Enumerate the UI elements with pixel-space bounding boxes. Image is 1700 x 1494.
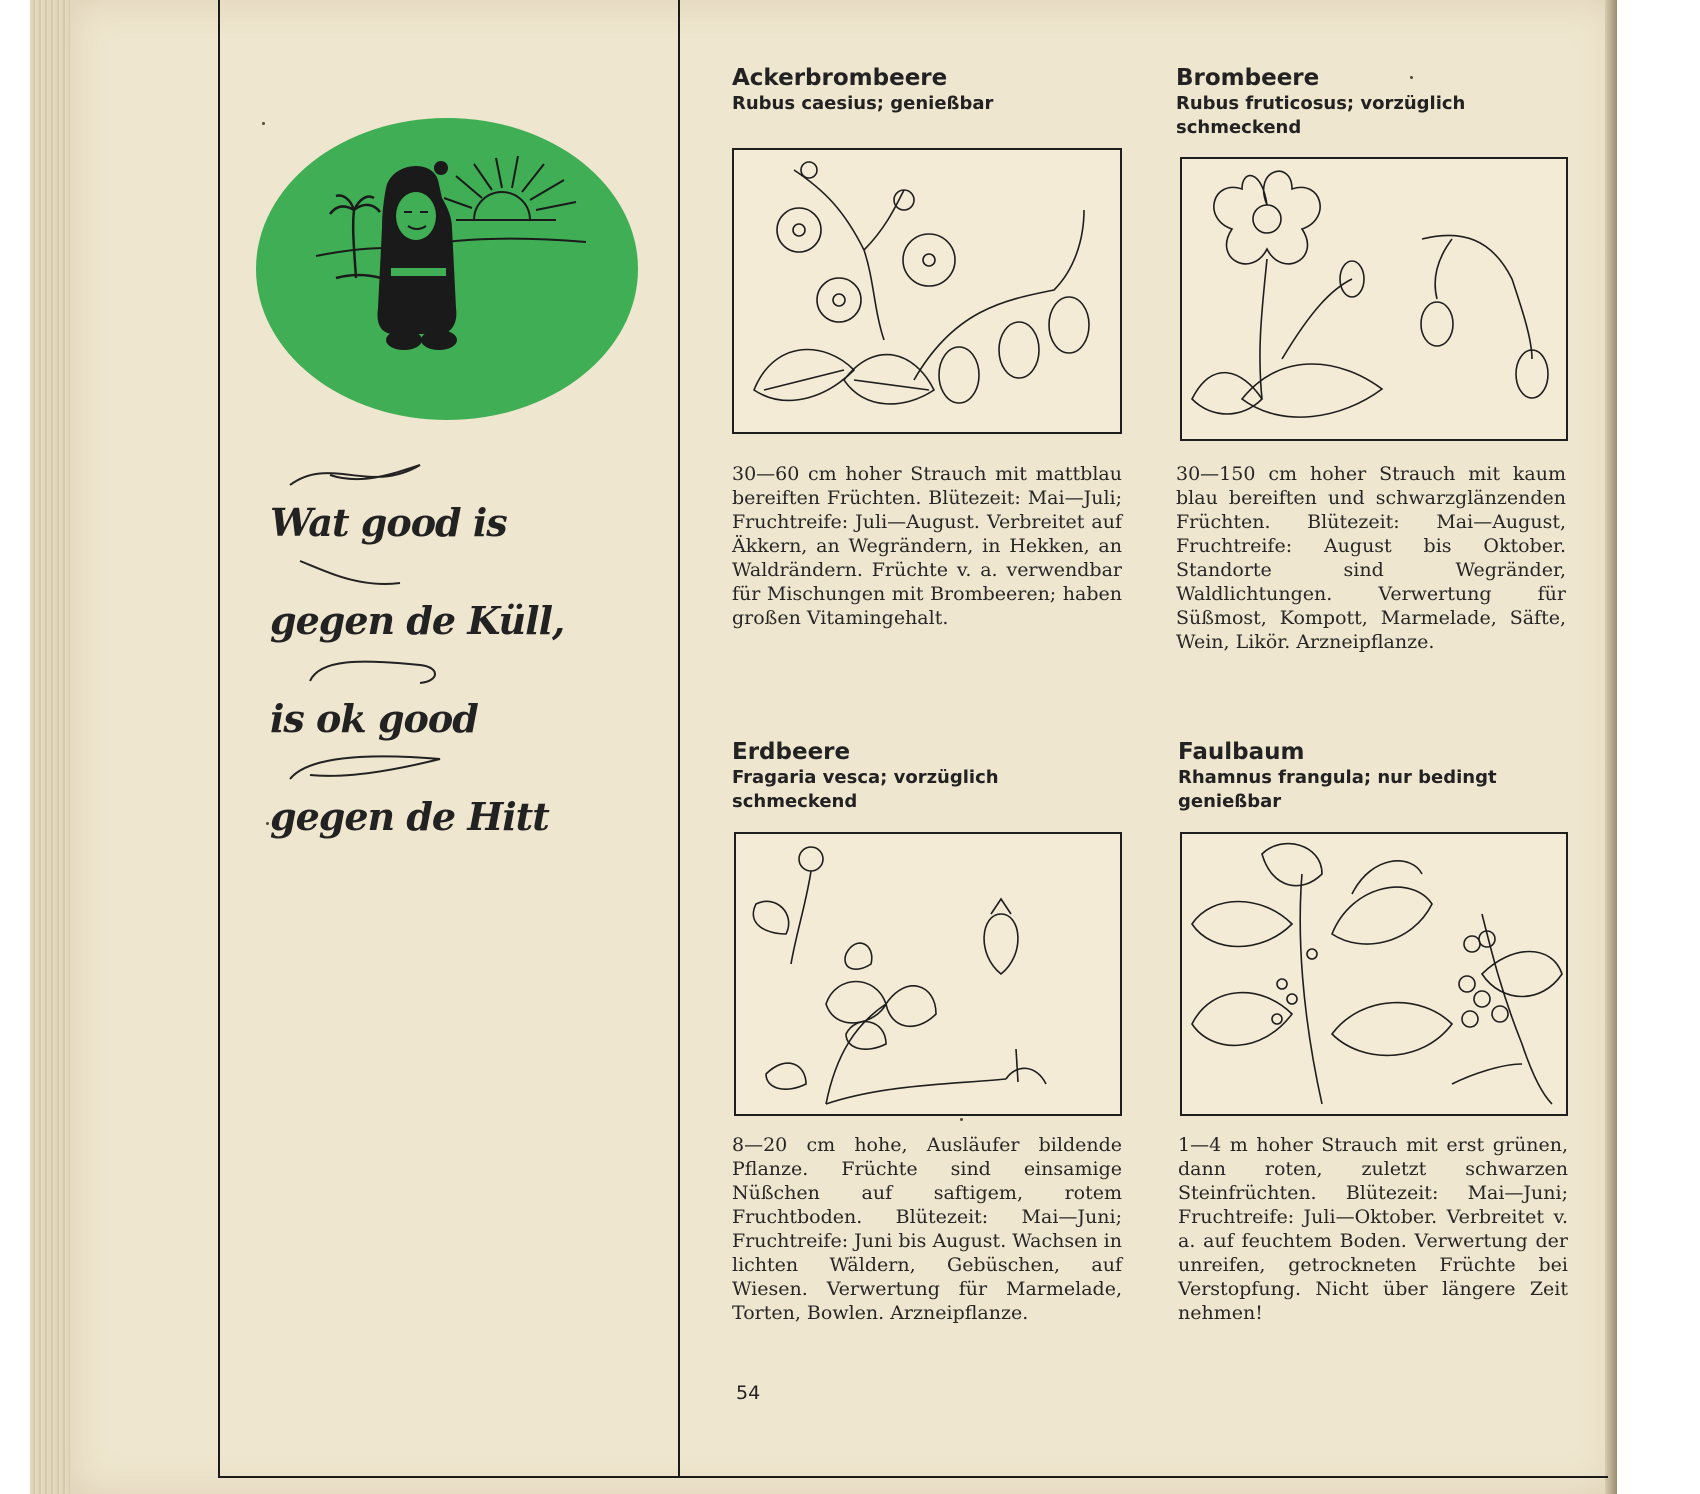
- erdbeere-illustration: [734, 832, 1122, 1116]
- poem-line-2: gegen de Küll,: [270, 598, 565, 643]
- entry-erdbeere: [732, 738, 1132, 814]
- entry-subtitle: Rubus caesius; genießbar: [732, 93, 994, 114]
- blackberry-drawing: [734, 150, 1120, 432]
- entry-ackerbrombeere: [732, 64, 1132, 116]
- flourish-ornament: [270, 553, 450, 591]
- entry-description: 8—20 cm hohe, Ausläufer bildende Pflanze. Früchte sind einsamige Nüßchen auf saftigem, rotem Fruchtboden. Blütezeit: Mai—Juni; Fruchtreife: Juni bis August. Wachsen in lichten Wäldern, Gebüschen, auf Wiesen. Verwertung für Marmelade, Torten, Bowlen. Arzneipflanze.: [732, 1134, 1122, 1324]
- poem-line-4: gegen de Hitt: [270, 794, 549, 839]
- center-border-line: [678, 0, 680, 1478]
- santa-beach-illustration: [256, 118, 638, 420]
- poem-line-3: is ok good: [270, 696, 478, 741]
- entry-brombeere: [1176, 64, 1576, 140]
- poem-calligraphy: [270, 455, 570, 847]
- strawberry-drawing: [736, 834, 1120, 1114]
- paper-speck: [262, 122, 265, 125]
- entry-title: Erdbeere: [732, 739, 851, 765]
- entry-subtitle: Rubus fruticosus; vorzüglich schmeckend: [1176, 93, 1466, 138]
- page-number: 54: [736, 1382, 761, 1404]
- ackerbrombeere-illustration: [732, 148, 1122, 434]
- faulbaum-illustration: [1180, 832, 1568, 1116]
- paper-speck: [266, 822, 269, 825]
- bottom-border-line: [218, 1476, 1608, 1478]
- flourish-ornament: [270, 455, 450, 493]
- flourish-ornament: [270, 651, 450, 689]
- paper-speck: [960, 1118, 963, 1121]
- entry-description: 30—150 cm hoher Strauch mit kaum blau bereiften und schwarzglänzenden Früchten. Blütezeit: Mai—August, Fruchtreife: August bis Oktober. Standorte sind Wegränder, Waldlichtungen. Verwertung für Süßmost, Kompott, Marmelade, Säfte, Wein, Likör. Arzneipflanze.: [1176, 463, 1566, 653]
- entry-title: Ackerbrombeere: [732, 65, 948, 91]
- entry-subtitle: Rhamnus frangula; nur bedingt genießbar: [1178, 767, 1497, 812]
- entry-description: 1—4 m hoher Strauch mit erst grünen, dann roten, zuletzt schwarzen Steinfrüchten. Blütezeit: Mai—Juni; Fruchtreife: Juli—Oktober. Verbreitet v. a. auf feuchtem Boden. Verwertung der unreifen, getrockneten Früchte bei Verstopfung. Nicht über längere Zeit nehmen!: [1178, 1134, 1568, 1324]
- entry-title: Faulbaum: [1178, 739, 1305, 765]
- entry-subtitle: Fragaria vesca; vorzüglich schmeckend: [732, 767, 999, 812]
- buckthorn-drawing: [1182, 834, 1566, 1114]
- paper-speck: [1410, 76, 1413, 79]
- brombeere-illustration: [1180, 157, 1568, 441]
- poem-line-1: Wat good is: [270, 500, 507, 545]
- entry-faulbaum: [1178, 738, 1578, 814]
- flourish-ornament: [270, 749, 450, 787]
- blackberry-drawing: [1182, 159, 1566, 439]
- entry-title: Brombeere: [1176, 65, 1320, 91]
- entry-description: 30—60 cm hoher Strauch mit mattblau bereiften Früchten. Blütezeit: Mai—Juli; Fruchtreife: Juli—August. Verbreitet auf Äkkern, an Wegrändern, in Hekken, an Waldrändern. Früchte v. a. verwendbar für Mischungen mit Brombeeren; haben großen Vitamingehalt.: [732, 463, 1122, 629]
- book-right-edge: [1605, 0, 1617, 1494]
- left-border-line: [218, 0, 220, 1478]
